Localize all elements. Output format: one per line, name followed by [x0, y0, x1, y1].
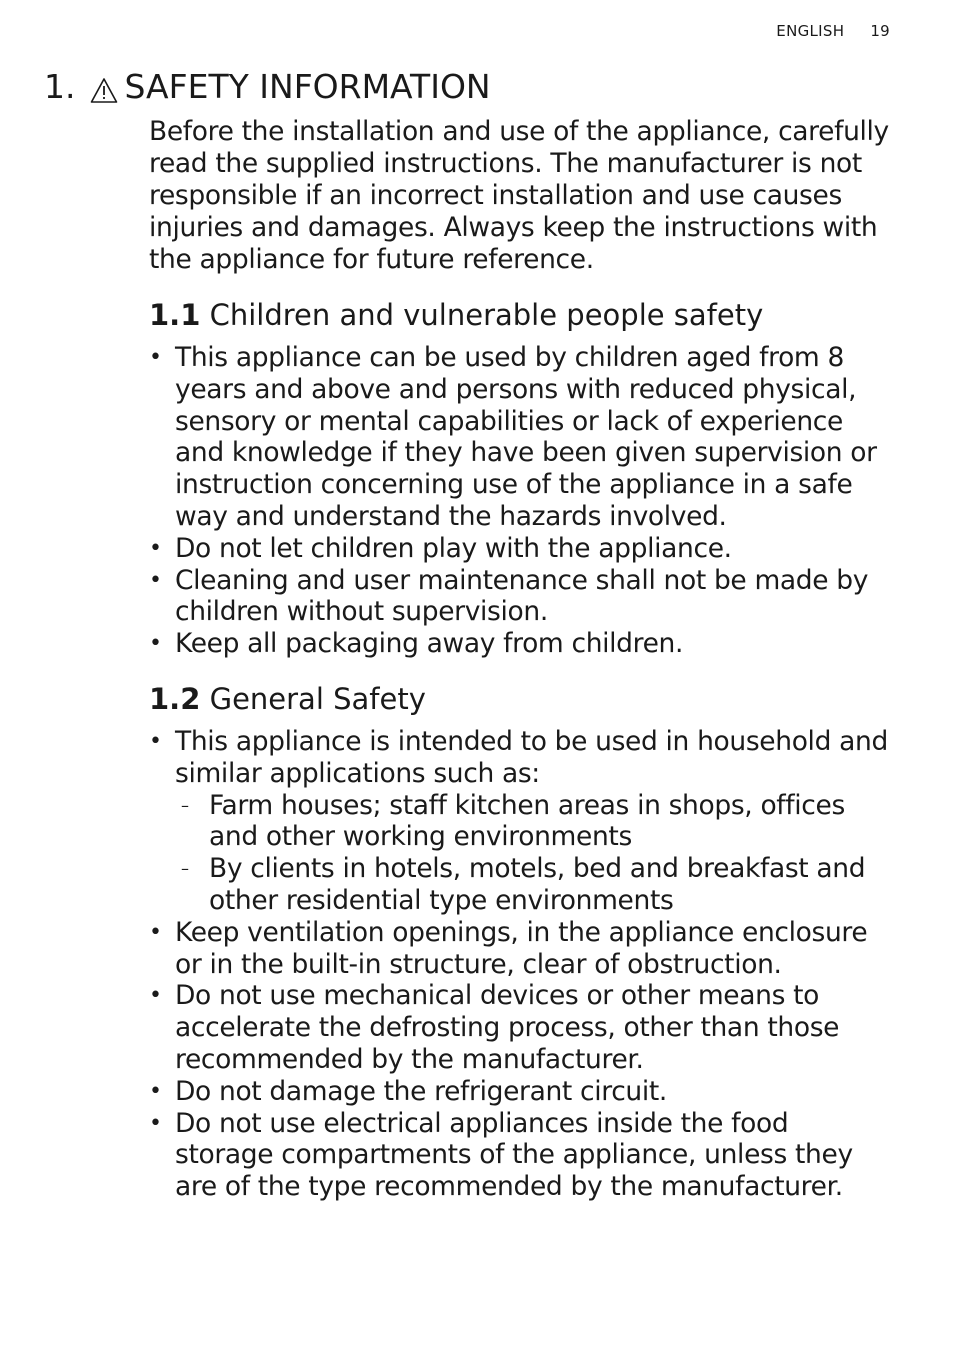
- list-item: • This appliance can be used by children aged from 8 years and above and persons with reduced physical, sensory or mental capabilities or lack of experience and knowledge if they have been given supervision or instruction concerning use of the appliance in a safe way and understand the hazards involved.: [149, 342, 894, 533]
- subsection-number: 1.1: [149, 298, 201, 332]
- section-title: [44, 66, 491, 108]
- subsection-number: 1.2: [149, 681, 201, 716]
- intro-paragraph: Before the installation and use of the appliance, carefully read the supplied instructions. The manufacturer is not responsible if an incorrect installation and use causes injuries and damages. Always keep the instructions with the appliance for future reference.: [149, 116, 889, 275]
- subsection-heading-general: [149, 680, 894, 718]
- language-label: ENGLISH: [776, 22, 845, 40]
- list-item: • Do not damage the refrigerant circuit.: [149, 1076, 894, 1108]
- warning-triangle-icon: [90, 73, 118, 101]
- list-item: • Do not let children play with the appliance.: [149, 533, 894, 565]
- page-header: [776, 22, 890, 40]
- list-item: • Do not use mechanical devices or other means to accelerate the defrosting process, other than those recommended by the manufacturer.: [149, 980, 894, 1075]
- list-item: • Keep all packaging away from children.: [149, 628, 894, 660]
- list-item: [149, 726, 894, 917]
- general-safety-list: [149, 726, 894, 1203]
- list-item: • Cleaning and user maintenance shall not be made by children without supervision.: [149, 565, 894, 629]
- list-item-text: This appliance is intended to be used in household and similar applications such as:: [175, 725, 888, 789]
- sub-list: [175, 790, 894, 917]
- subsection-title: General Safety: [209, 681, 426, 716]
- children-safety-list: [149, 342, 894, 660]
- list-item: • Do not use electrical appliances inside the food storage compartments of the appliance, unless they are of the type recommended by the manufacturer.: [149, 1108, 894, 1203]
- list-item: • Keep ventilation openings, in the appliance enclosure or in the built-in structure, clear of obstruction.: [149, 917, 894, 981]
- sub-list-item: – By clients in hotels, motels, bed and breakfast and other residential type environments: [175, 853, 894, 917]
- sub-list-item: – Farm houses; staff kitchen areas in shops, offices and other working environments: [175, 790, 894, 854]
- subsection-title: Children and vulnerable people safety: [209, 298, 764, 332]
- section-title-text: SAFETY INFORMATION: [124, 67, 491, 106]
- subsection-heading-children: [149, 296, 894, 334]
- page-number: 19: [870, 22, 890, 40]
- section-number: 1.: [44, 67, 76, 106]
- content: [149, 116, 894, 1203]
